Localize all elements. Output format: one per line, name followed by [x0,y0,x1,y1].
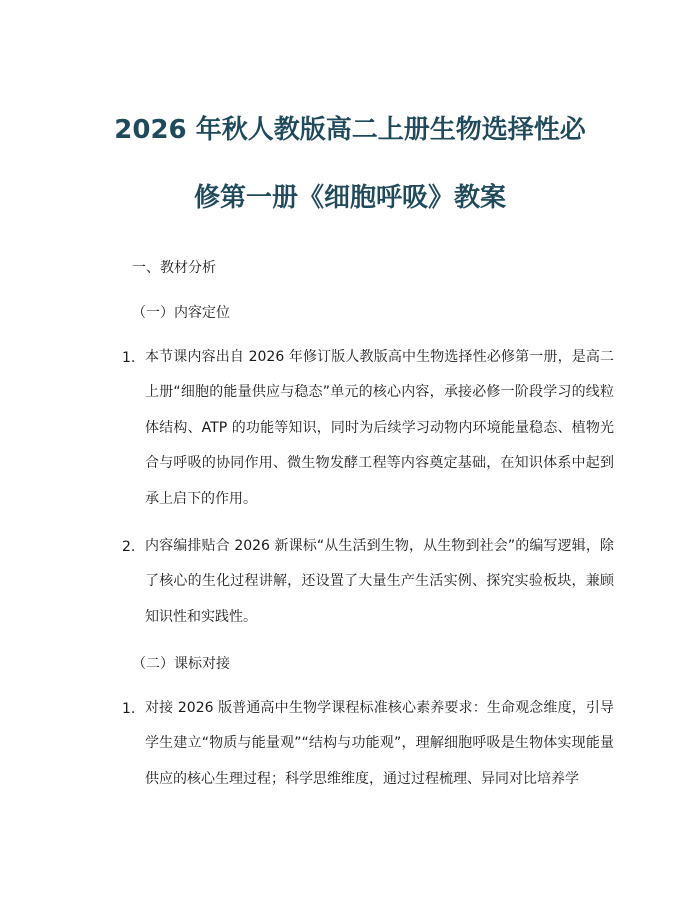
document-title-line-1: 2026 年秋人教版高二上册生物选择性必 [114,115,586,145]
list-item-number: 2. [122,539,136,555]
section-heading-textbook-analysis: 一、教材分析 [132,260,216,276]
list-item [122,699,614,797]
list-item [122,348,614,517]
list-item-number: 1. [122,350,136,366]
subsection-heading-curriculum-standard: （二）课标对接 [132,656,230,672]
list-item-number: 1. [122,701,136,717]
list-item-text: 内容编排贴合 2026 新课标“从生活到生物，从生物到社会”的编写逻辑，除了核心的生化过程讲解，还设置了大量生产生活实例、探究实验板块，兼顾知识性和实践性。 [145,538,614,625]
list-item-text: 本节课内容出自 2026 年修订版人教版高中生物选择性必修第一册，是高二上册“细胞的能量供应与稳态”单元的核心内容，承接必修一阶段学习的线粒体结构、ATP 的功能等知识，同时为后续学习动物内环境能量稳态、植物光合与呼吸的协同作用、微生物发酵工程等内容奠定基础，在知识体系中起到承上启下的作用。 [145,349,614,507]
subsection-heading-content-positioning: （一）内容定位 [132,305,230,321]
list-item-text: 对接 2026 版普通高中生物学课程标准核心素养要求：生命观念维度，引导学生建立“物质与能量观”“结构与功能观”，理解细胞呼吸是生物体实现能量供应的核心生理过程；科学思维维度，通过过程梳理、异同对比培养学 [145,700,614,787]
document-title-line-2: 修第一册《细胞呼吸》教案 [193,183,506,213]
list-item [122,537,614,635]
